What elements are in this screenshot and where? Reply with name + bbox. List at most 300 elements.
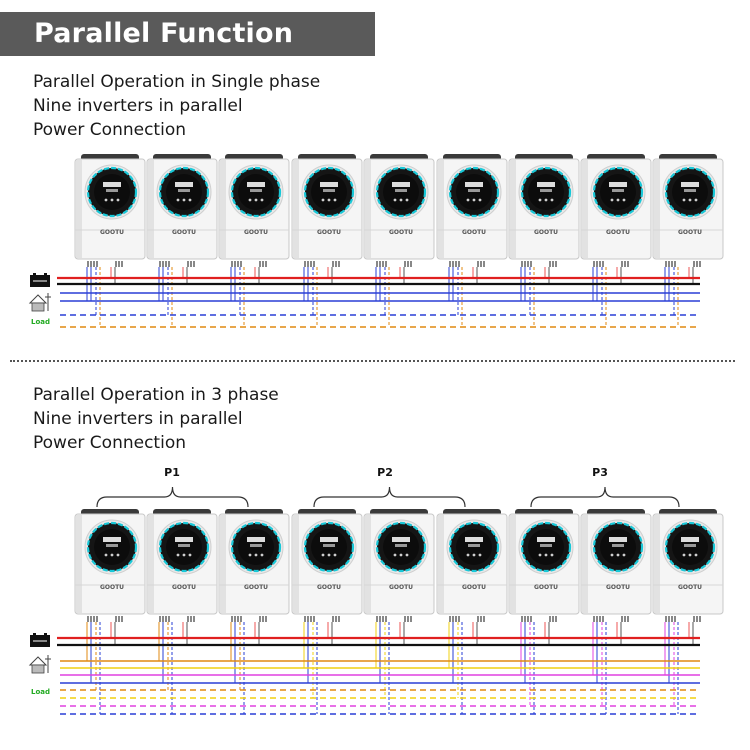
- inverter-brand-label: GOOTU: [99, 229, 125, 236]
- terminal-pin: [240, 616, 242, 622]
- display-button-dot: [183, 199, 186, 202]
- display-button-dot: [117, 554, 120, 557]
- inverter-brand-label: GOOTU: [533, 229, 559, 236]
- terminal-pin: [237, 616, 239, 622]
- battery-terminal: [44, 273, 47, 275]
- page-title: Parallel Function: [34, 18, 294, 49]
- terminal-pin: [234, 616, 236, 622]
- display-readout-sub: [250, 544, 262, 547]
- terminal-pin: [452, 616, 454, 622]
- terminal-pin: [310, 261, 312, 267]
- inverter-brand-label: GOOTU: [99, 584, 125, 591]
- display-button-dot: [255, 199, 258, 202]
- inverter-side-panel: [582, 160, 588, 258]
- terminal-pin: [530, 616, 532, 622]
- display-button-dot: [545, 199, 548, 202]
- terminal-pin: [552, 261, 554, 267]
- inverter-unit: [437, 154, 507, 267]
- inverter-brand-label: GOOTU: [171, 584, 197, 591]
- group-brace: [314, 487, 465, 507]
- terminal-pin: [624, 261, 626, 267]
- terminal-pin: [527, 616, 529, 622]
- utility-grid-icon: [30, 293, 51, 311]
- terminal-pin: [407, 616, 409, 622]
- terminal-pin: [696, 616, 698, 622]
- display-readout: [537, 182, 555, 187]
- display-button-dot: [473, 199, 476, 202]
- terminal-pin: [307, 261, 309, 267]
- inverter-unit: [147, 509, 217, 622]
- inverter-unit: [75, 154, 145, 267]
- inverter-side-panel: [293, 515, 299, 613]
- terminal-pin: [265, 616, 267, 622]
- terminal-pin: [313, 261, 315, 267]
- inverter-brand-label: GOOTU: [461, 584, 487, 591]
- display-readout-sub: [178, 189, 190, 192]
- terminal-pin: [187, 261, 189, 267]
- display-button-dot: [611, 554, 614, 557]
- terminal-pin: [385, 616, 387, 622]
- terminal-pin: [452, 261, 454, 267]
- inverter-unit: [219, 509, 289, 622]
- terminal-pin: [187, 616, 189, 622]
- inverter-side-panel: [148, 515, 154, 613]
- display-readout: [175, 182, 193, 187]
- terminal-pin: [262, 261, 264, 267]
- inverter-brand-label: GOOTU: [243, 584, 269, 591]
- load-label: Load: [31, 688, 51, 696]
- terminal-pin: [234, 261, 236, 267]
- display-readout-sub: [684, 544, 696, 547]
- terminal-pin: [190, 616, 192, 622]
- inverter-brand-label: GOOTU: [171, 229, 197, 236]
- terminal-pin: [90, 261, 92, 267]
- display-button-dot: [473, 554, 476, 557]
- terminal-pin: [458, 261, 460, 267]
- inverter-unit: [147, 154, 217, 267]
- display-button-dot: [334, 554, 337, 557]
- terminal-pin: [162, 261, 164, 267]
- inverter-side-panel: [510, 160, 516, 258]
- terminal-pin: [159, 616, 161, 622]
- inverter-unit: [509, 509, 579, 622]
- terminal-pin: [237, 261, 239, 267]
- display-button-dot: [111, 554, 114, 557]
- terminal-pin: [118, 616, 120, 622]
- terminal-pin: [118, 261, 120, 267]
- terminal-pin: [159, 261, 161, 267]
- load-label: Load: [31, 318, 51, 326]
- terminal-pin: [524, 261, 526, 267]
- terminal-pin: [480, 616, 482, 622]
- terminal-pin: [307, 616, 309, 622]
- display-button-dot: [617, 199, 620, 202]
- display-readout: [681, 537, 699, 542]
- terminal-pin: [404, 616, 406, 622]
- display-readout: [392, 537, 410, 542]
- inverter-unit: [653, 154, 723, 267]
- inverter-side-panel: [654, 515, 660, 613]
- group-brace: [531, 487, 679, 507]
- display-readout: [175, 537, 193, 542]
- terminal-pin: [262, 616, 264, 622]
- inverter-brand-label: GOOTU: [243, 229, 269, 236]
- terminal-pin: [602, 616, 604, 622]
- inverter-brand-label: GOOTU: [605, 584, 631, 591]
- inverter-side-panel: [220, 515, 226, 613]
- house-body: [32, 303, 44, 311]
- group-label-2: P2: [377, 466, 393, 479]
- terminal-pin: [379, 261, 381, 267]
- display-readout: [103, 537, 121, 542]
- house-roof: [30, 295, 46, 303]
- utility-grid-icon: [30, 655, 51, 673]
- terminal-pin: [310, 616, 312, 622]
- inverter-brand-label: GOOTU: [388, 229, 414, 236]
- display-button-dot: [623, 199, 626, 202]
- display-button-dot: [683, 554, 686, 557]
- terminal-pin: [382, 616, 384, 622]
- display-button-dot: [695, 199, 698, 202]
- display-button-dot: [400, 199, 403, 202]
- display-button-dot: [611, 199, 614, 202]
- group-label-3: P3: [592, 466, 608, 479]
- display-readout-sub: [178, 544, 190, 547]
- display-readout: [465, 182, 483, 187]
- display-button-dot: [177, 554, 180, 557]
- display-button-dot: [695, 554, 698, 557]
- section-divider: [10, 360, 735, 362]
- terminal-pin: [693, 616, 695, 622]
- terminal-pin: [165, 616, 167, 622]
- house-roof: [30, 657, 46, 665]
- inverter-side-panel: [510, 515, 516, 613]
- battery-terminal: [33, 273, 36, 275]
- terminal-pin: [455, 616, 457, 622]
- house-body: [32, 665, 44, 673]
- inverter-unit: [509, 154, 579, 267]
- terminal-pin: [385, 261, 387, 267]
- terminal-pin: [602, 261, 604, 267]
- terminal-pin: [699, 616, 701, 622]
- terminal-pin: [332, 261, 334, 267]
- display-button-dot: [177, 199, 180, 202]
- display-button-dot: [394, 199, 397, 202]
- inverter-unit: [292, 509, 362, 622]
- inverter-side-panel: [76, 515, 82, 613]
- display-button-dot: [539, 554, 542, 557]
- display-button-dot: [689, 554, 692, 557]
- display-readout-sub: [106, 544, 118, 547]
- terminal-pin: [593, 261, 595, 267]
- display-readout: [103, 182, 121, 187]
- terminal-pin: [90, 616, 92, 622]
- display-readout-sub: [468, 544, 480, 547]
- section2-line-2: Nine inverters in parallel: [33, 409, 243, 429]
- display-button-dot: [117, 199, 120, 202]
- inverter-unit: [364, 509, 434, 622]
- terminal-pin: [190, 261, 192, 267]
- terminal-pin: [193, 261, 195, 267]
- terminal-pin: [621, 261, 623, 267]
- inverter-side-panel: [438, 160, 444, 258]
- display-button-dot: [617, 554, 620, 557]
- terminal-pin: [259, 616, 261, 622]
- section2-line-1: Parallel Operation in 3 phase: [33, 385, 279, 405]
- inverter-brand-label: GOOTU: [677, 229, 703, 236]
- terminal-pin: [458, 616, 460, 622]
- inverter-brand-label: GOOTU: [316, 229, 342, 236]
- display-button-dot: [545, 554, 548, 557]
- display-button-dot: [467, 554, 470, 557]
- terminal-pin: [699, 261, 701, 267]
- display-button-dot: [105, 554, 108, 557]
- inverter-side-panel: [582, 515, 588, 613]
- terminal-pin: [621, 616, 623, 622]
- display-readout: [681, 182, 699, 187]
- terminal-pin: [121, 616, 123, 622]
- inverter-side-panel: [148, 160, 154, 258]
- display-button-dot: [249, 554, 252, 557]
- terminal-pin: [524, 616, 526, 622]
- display-readout-sub: [540, 189, 552, 192]
- terminal-pin: [599, 616, 601, 622]
- display-button-dot: [189, 199, 192, 202]
- terminal-pin: [693, 261, 695, 267]
- terminal-pin: [671, 616, 673, 622]
- terminal-pin: [93, 261, 95, 267]
- terminal-pin: [593, 616, 595, 622]
- terminal-pin: [674, 616, 676, 622]
- display-readout: [320, 182, 338, 187]
- display-button-dot: [328, 199, 331, 202]
- terminal-pin: [231, 261, 233, 267]
- terminal-pin: [332, 616, 334, 622]
- terminal-pin: [627, 616, 629, 622]
- display-readout-sub: [540, 544, 552, 547]
- display-readout-sub: [323, 189, 335, 192]
- terminal-pin: [193, 616, 195, 622]
- terminal-pin: [483, 616, 485, 622]
- inverter-side-panel: [293, 160, 299, 258]
- terminal-pin: [552, 616, 554, 622]
- terminal-pin: [555, 616, 557, 622]
- display-button-dot: [322, 554, 325, 557]
- terminal-pin: [115, 616, 117, 622]
- display-button-dot: [551, 199, 554, 202]
- terminal-pin: [231, 616, 233, 622]
- inverter-side-panel: [654, 160, 660, 258]
- inverter-unit: [75, 509, 145, 622]
- terminal-pin: [115, 261, 117, 267]
- display-readout: [609, 537, 627, 542]
- single-phase-diagram: [0, 150, 750, 350]
- group-brace: [97, 487, 248, 507]
- inverter-unit: [219, 154, 289, 267]
- terminal-pin: [259, 261, 261, 267]
- display-button-dot: [189, 554, 192, 557]
- display-button-dot: [334, 199, 337, 202]
- display-button-dot: [261, 554, 264, 557]
- terminal-pin: [379, 616, 381, 622]
- terminal-pin: [549, 616, 551, 622]
- terminal-pin: [404, 261, 406, 267]
- terminal-pin: [455, 261, 457, 267]
- display-button-dot: [683, 199, 686, 202]
- display-button-dot: [623, 554, 626, 557]
- terminal-pin: [549, 261, 551, 267]
- display-button-dot: [467, 199, 470, 202]
- inverter-unit: [653, 509, 723, 622]
- display-button-dot: [111, 199, 114, 202]
- display-button-dot: [183, 554, 186, 557]
- terminal-pin: [376, 616, 378, 622]
- terminal-pin: [674, 261, 676, 267]
- terminal-pin: [696, 261, 698, 267]
- inverter-unit: [364, 154, 434, 267]
- display-readout: [320, 537, 338, 542]
- terminal-pin: [335, 261, 337, 267]
- battery-terminal: [44, 633, 47, 635]
- terminal-pin: [480, 261, 482, 267]
- terminal-pin: [521, 261, 523, 267]
- display-readout-sub: [468, 189, 480, 192]
- terminal-pin: [596, 616, 598, 622]
- terminal-pin: [527, 261, 529, 267]
- inverter-unit: [581, 509, 651, 622]
- terminal-pin: [338, 616, 340, 622]
- terminal-pin: [240, 261, 242, 267]
- terminal-pin: [477, 261, 479, 267]
- terminal-pin: [162, 616, 164, 622]
- battery-terminal: [33, 633, 36, 635]
- battery-icon: [30, 273, 50, 287]
- terminal-pin: [627, 261, 629, 267]
- display-button-dot: [322, 199, 325, 202]
- display-button-dot: [261, 199, 264, 202]
- inverter-brand-label: GOOTU: [461, 229, 487, 236]
- terminal-pin: [665, 616, 667, 622]
- inverter-brand-label: GOOTU: [316, 584, 342, 591]
- three-phase-diagram: [0, 455, 750, 745]
- section2-line-3: Power Connection: [33, 433, 186, 453]
- display-button-dot: [400, 554, 403, 557]
- terminal-pin: [410, 616, 412, 622]
- section1-line-2: Nine inverters in parallel: [33, 96, 243, 116]
- terminal-pin: [596, 261, 598, 267]
- inverter-side-panel: [220, 160, 226, 258]
- display-button-dot: [479, 554, 482, 557]
- inverter-brand-label: GOOTU: [533, 584, 559, 591]
- display-readout: [392, 182, 410, 187]
- display-button-dot: [406, 554, 409, 557]
- terminal-pin: [477, 616, 479, 622]
- battery-icon: [30, 633, 50, 647]
- terminal-pin: [87, 261, 89, 267]
- group-label-1: P1: [164, 466, 180, 479]
- terminal-pin: [483, 261, 485, 267]
- terminal-pin: [265, 261, 267, 267]
- terminal-pin: [382, 261, 384, 267]
- terminal-pin: [555, 261, 557, 267]
- section1-line-1: Parallel Operation in Single phase: [33, 72, 321, 92]
- display-button-dot: [689, 199, 692, 202]
- terminal-pin: [599, 261, 601, 267]
- display-readout-sub: [395, 189, 407, 192]
- display-readout-sub: [250, 189, 262, 192]
- brace-path: [97, 487, 248, 507]
- display-readout: [465, 537, 483, 542]
- display-button-dot: [539, 199, 542, 202]
- terminal-pin: [168, 616, 170, 622]
- terminal-pin: [304, 616, 306, 622]
- inverter-unit: [581, 154, 651, 267]
- display-button-dot: [406, 199, 409, 202]
- terminal-pin: [530, 261, 532, 267]
- terminal-pin: [668, 261, 670, 267]
- display-readout-sub: [323, 544, 335, 547]
- display-readout-sub: [395, 544, 407, 547]
- display-button-dot: [249, 199, 252, 202]
- display-button-dot: [479, 199, 482, 202]
- terminal-pin: [410, 261, 412, 267]
- terminal-pin: [376, 261, 378, 267]
- display-button-dot: [394, 554, 397, 557]
- inverter-side-panel: [365, 515, 371, 613]
- terminal-pin: [668, 616, 670, 622]
- terminal-pin: [121, 261, 123, 267]
- terminal-pin: [338, 261, 340, 267]
- terminal-pin: [624, 616, 626, 622]
- brace-path: [314, 487, 465, 507]
- terminal-pin: [407, 261, 409, 267]
- display-button-dot: [328, 554, 331, 557]
- inverter-side-panel: [365, 160, 371, 258]
- display-readout-sub: [684, 189, 696, 192]
- terminal-pin: [449, 616, 451, 622]
- terminal-pin: [335, 616, 337, 622]
- display-readout: [609, 182, 627, 187]
- display-readout-sub: [106, 189, 118, 192]
- display-readout: [537, 537, 555, 542]
- display-readout-sub: [612, 544, 624, 547]
- brace-path: [531, 487, 679, 507]
- inverter-unit: [292, 154, 362, 267]
- display-readout-sub: [612, 189, 624, 192]
- inverter-side-panel: [438, 515, 444, 613]
- terminal-pin: [168, 261, 170, 267]
- display-readout: [247, 537, 265, 542]
- terminal-pin: [96, 261, 98, 267]
- inverter-side-panel: [76, 160, 82, 258]
- terminal-pin: [521, 616, 523, 622]
- terminal-pin: [671, 261, 673, 267]
- terminal-pin: [96, 616, 98, 622]
- section1-line-3: Power Connection: [33, 120, 186, 140]
- display-button-dot: [105, 199, 108, 202]
- terminal-pin: [87, 616, 89, 622]
- inverter-brand-label: GOOTU: [388, 584, 414, 591]
- display-readout: [247, 182, 265, 187]
- display-button-dot: [551, 554, 554, 557]
- terminal-pin: [93, 616, 95, 622]
- title-bar: [0, 12, 375, 56]
- terminal-pin: [304, 261, 306, 267]
- terminal-pin: [313, 616, 315, 622]
- display-button-dot: [255, 554, 258, 557]
- inverter-brand-label: GOOTU: [605, 229, 631, 236]
- terminal-pin: [449, 261, 451, 267]
